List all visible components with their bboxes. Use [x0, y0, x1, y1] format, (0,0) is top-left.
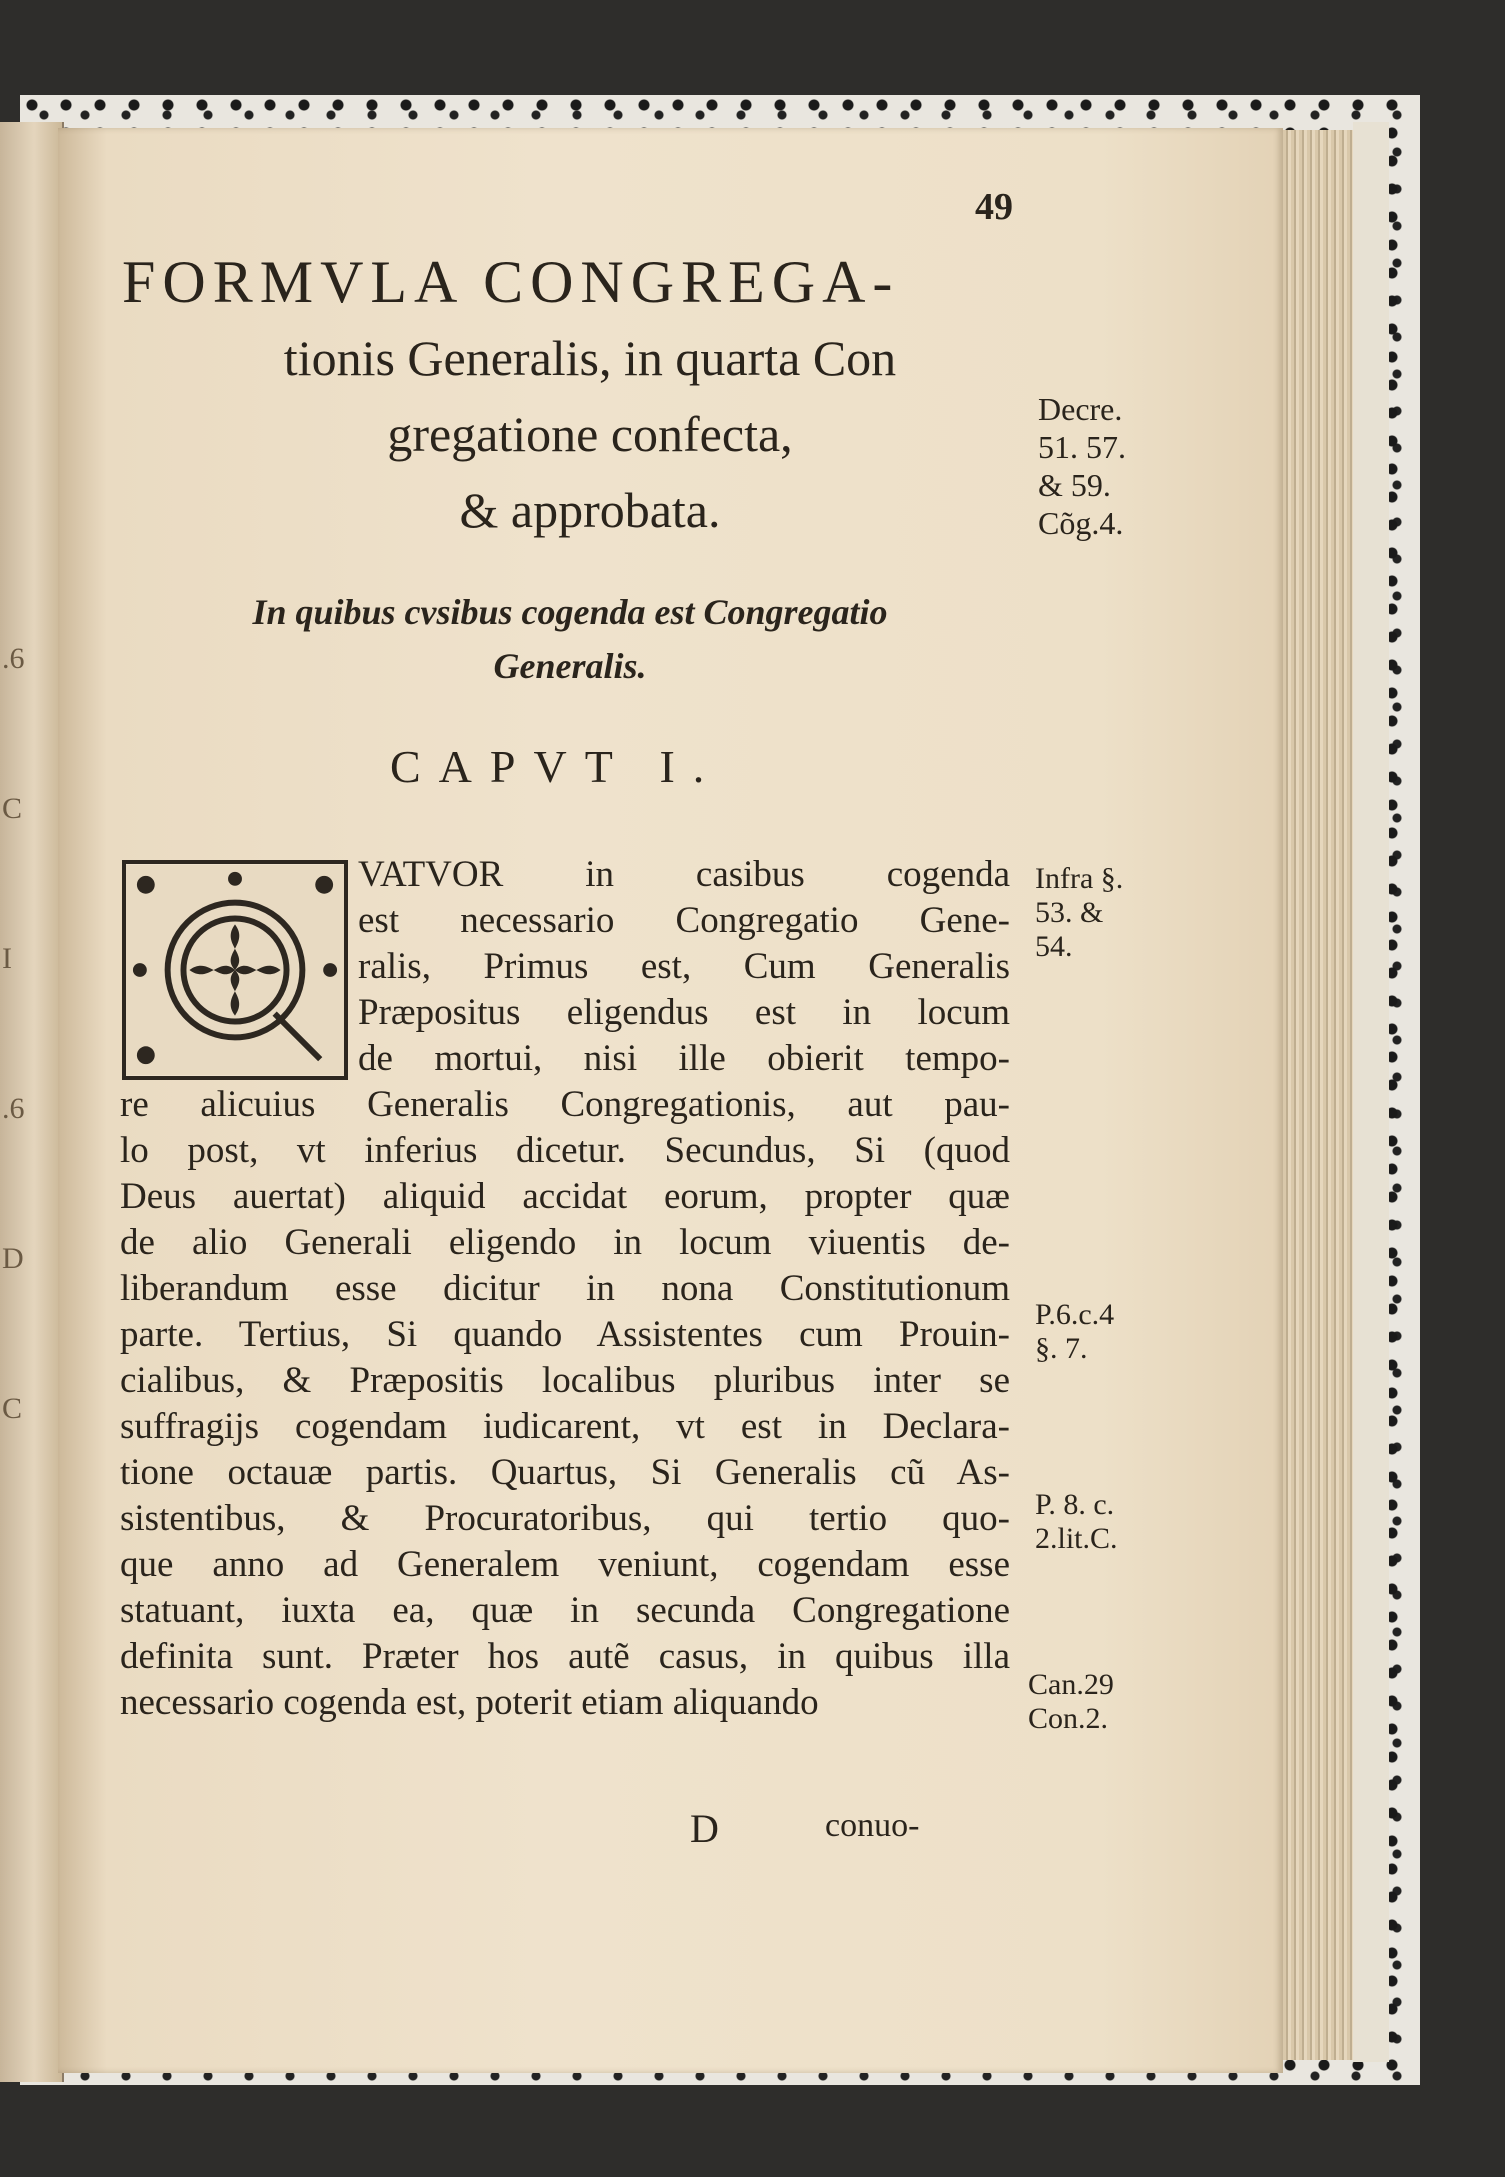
margin-note-line: Con.2.	[1028, 1702, 1109, 1735]
body-line: definita sunt. Præter hos autẽ casus, in quibus illa	[120, 1636, 1010, 1677]
subtitle	[160, 585, 980, 693]
title-line-1: FORMVLA CONGREGA-	[122, 249, 900, 315]
body-line: Deus auertat) aliquid accidat eorum, propter quæ	[120, 1176, 1010, 1217]
endpaper	[1353, 122, 1389, 2062]
footer-catchword-area	[690, 1805, 920, 1852]
body-line: statuant, iuxta ea, quæ in secunda Congregatione	[120, 1590, 1010, 1631]
margin-note-line: P. 8. c.	[1035, 1488, 1115, 1521]
page-block-edges	[1283, 130, 1355, 2060]
left-page-bleed-through: .6 C I .6 D C	[2, 642, 25, 1425]
chapter-heading: CAPVT I.	[390, 741, 723, 792]
body-line: tione octauæ partis. Quartus, Si Generalis cũ As-	[120, 1452, 1010, 1493]
margin-note-line: P.6.c.4	[1035, 1298, 1115, 1331]
title-line-4: & approbata.	[459, 482, 721, 538]
body-line: parte. Tertius, Si quando Assistentes cum Prouin-	[120, 1314, 1010, 1355]
margin-note-line: 51. 57.	[1038, 429, 1126, 465]
margin-note-p6	[1035, 1298, 1114, 1366]
margin-note-line: 2.lit.C.	[1035, 1522, 1118, 1555]
margin-note-line: & 59.	[1038, 467, 1111, 503]
body-line: suffragijs cogendam iudicarent, vt est in Declara-	[120, 1406, 1010, 1447]
left-page-edge	[0, 122, 64, 2082]
body-line: necessario cogenda est, poterit etiam aliquando	[120, 1682, 819, 1723]
margin-note-line: Can.29	[1028, 1668, 1114, 1701]
body-line: de mortui, nisi ille obierit tempo-	[358, 1038, 1010, 1079]
body-line: ralis, Primus est, Cum Generalis	[358, 946, 1010, 987]
body-line: est necessario Congregatio Gene-	[358, 900, 1010, 941]
margin-note-decree	[1038, 390, 1126, 542]
catchword: conuo-	[825, 1807, 920, 1844]
body-line: sistentibus, & Procuratoribus, qui tertio quo-	[120, 1498, 1010, 1539]
body-text	[120, 852, 1010, 1726]
body-line: liberandum esse dicitur in nona Constitutionum	[120, 1268, 1010, 1309]
body-line: cialibus, & Præpositis localibus pluribus inter se	[120, 1360, 1010, 1401]
body-line: de alio Generali eligendo in locum viuentis de-	[120, 1222, 1010, 1263]
margin-note-infra	[1035, 862, 1123, 964]
title-continuation	[160, 320, 1020, 548]
margin-note-line: §. 7.	[1035, 1332, 1088, 1365]
body-line: que anno ad Generalem veniunt, cogendam esse	[120, 1544, 1010, 1585]
signature-mark: D	[690, 1806, 719, 1851]
subtitle-line-1: In quibus cvsibus cogenda est Congregatio	[252, 592, 888, 632]
margin-note-p8	[1035, 1488, 1118, 1556]
margin-note-line: Decre.	[1038, 391, 1123, 427]
margin-note-line: Cõg.4.	[1038, 505, 1124, 541]
margin-note-line: 54.	[1035, 930, 1073, 963]
body-line: VATVOR in casibus cogenda	[358, 854, 1010, 895]
body-line: Præpositus eligendus est in locum	[358, 992, 1010, 1033]
page-number: 49	[975, 186, 1013, 228]
margin-note-line: Infra §.	[1035, 862, 1124, 895]
body-line: re alicuius Generalis Congregationis, aut pau-	[120, 1084, 1010, 1125]
body-line: lo post, vt inferius dicetur. Secundus, Si (quod	[120, 1130, 1010, 1171]
margin-note-can	[1028, 1668, 1114, 1736]
title-line-3: gregatione confecta,	[387, 406, 793, 462]
margin-note-line: 53. &	[1035, 896, 1104, 929]
title-line-2: tionis Generalis, in quarta Con	[283, 330, 897, 386]
subtitle-line-2: Generalis.	[493, 646, 647, 686]
